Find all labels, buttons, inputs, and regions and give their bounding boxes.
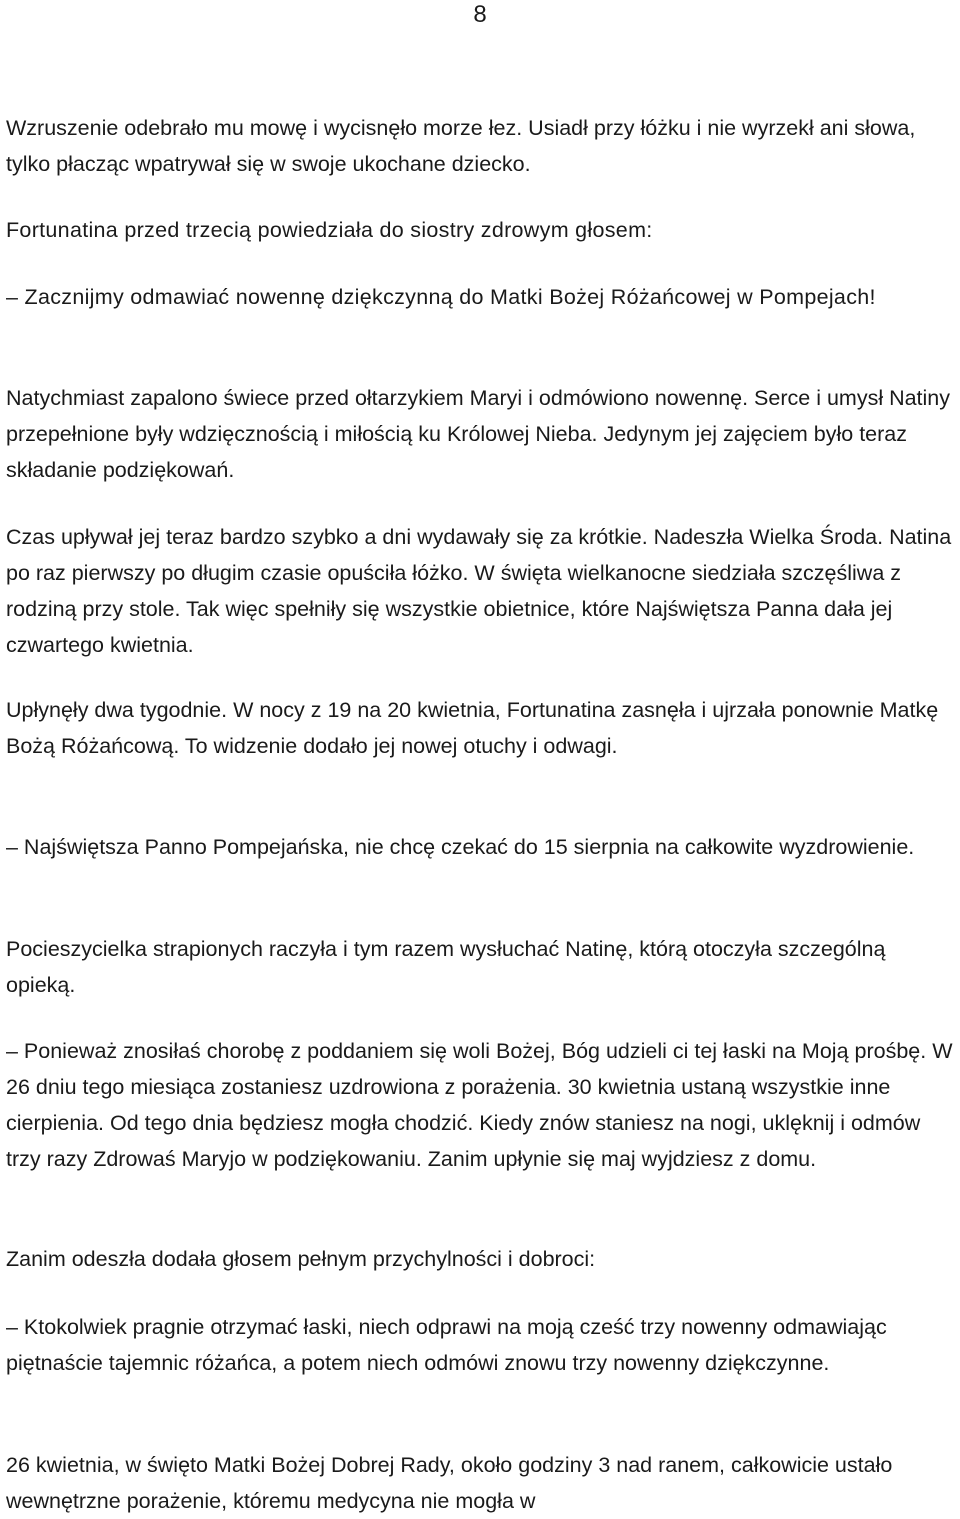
paragraph-11: – Ktokolwiek pragnie otrzymać łaski, niech odprawi na moją cześć trzy nowenny odmawiając piętnaście tajemnic różańca, a potem niech odmówi znowu trzy nowenny dziękczynne. bbox=[6, 1315, 887, 1375]
paragraph-8: Pocieszycielka strapionych raczyła i tym razem wysłuchać Natinę, którą otoczyła szczególną opieką. bbox=[6, 937, 886, 997]
paragraph-10: Zanim odeszła dodała głosem pełnym przychylności i dobroci: bbox=[6, 1247, 596, 1271]
paragraph-12: 26 kwietnia, w święto Matki Bożej Dobrej Rady, około godziny 3 nad ranem, całkowicie ustało wewnętrzne porażenie, któremu medycyna nie mogła w bbox=[6, 1453, 893, 1513]
paragraph-4: Natychmiast zapalono świece przed ołtarzykiem Maryi i odmówiono nowennę. Serce i umysł Natiny przepełnione były wdzięcznością i miłością ku Królowej Nieba. Jedynym jej zajęciem było teraz składanie podziękowań. bbox=[6, 386, 951, 482]
paragraph-9: – Ponieważ znosiłaś chorobę z poddaniem się woli Bożej, Bóg udzieli ci tej łaski na Moją prośbę. W 26 dniu tego miesiąca zostaniesz uzdrowiona z porażenia. 30 kwietnia ustaną wszystkie inne cierpienia. Od tego dnia będziesz mogła chodzić. Kiedy znów staniesz na nogi, uklęknij i odmów trzy razy Zdrowaś Maryjo w podziękowaniu. Zanim upłynie się maj wyjdziesz z domu. bbox=[6, 1039, 953, 1171]
page-number: 8 bbox=[473, 1, 487, 28]
paragraph-7: – Najświętsza Panno Pompejańska, nie chcę czekać do 15 sierpnia na całkowite wyzdrowienie. bbox=[6, 835, 915, 859]
paragraph-3: – Zacznijmy odmawiać nowennę dziękczynną do Matki Bożej Różańcowej w Pompejach! bbox=[6, 285, 876, 309]
paragraph-5: Czas upływał jej teraz bardzo szybko a dni wydawały się za krótkie. Nadeszła Wielka Środa. Natina po raz pierwszy po długim czasie opuściła łóżko. W święta wielkanocne siedziała szczęśliwa z rodziną przy stole. Tak więc spełniły się wszystkie obietnice, które Najświętsza Panna dała jej czwartego kwietnia. bbox=[6, 525, 952, 657]
paragraph-1: Wzruszenie odebrało mu mowę i wycisnęło morze łez. Usiadł przy łóżku i nie wyrzekł ani słowa, tylko płacząc wpatrywał się w swoje ukochane dziecko. bbox=[6, 116, 916, 176]
paragraph-6: Upłynęły dwa tygodnie. W nocy z 19 na 20 kwietnia, Fortunatina zasnęła i ujrzała ponownie Matkę Bożą Różańcową. To widzenie dodało jej nowej otuchy i odwagi. bbox=[6, 698, 939, 758]
paragraph-2: Fortunatina przed trzecią powiedziała do siostry zdrowym głosem: bbox=[6, 218, 653, 242]
